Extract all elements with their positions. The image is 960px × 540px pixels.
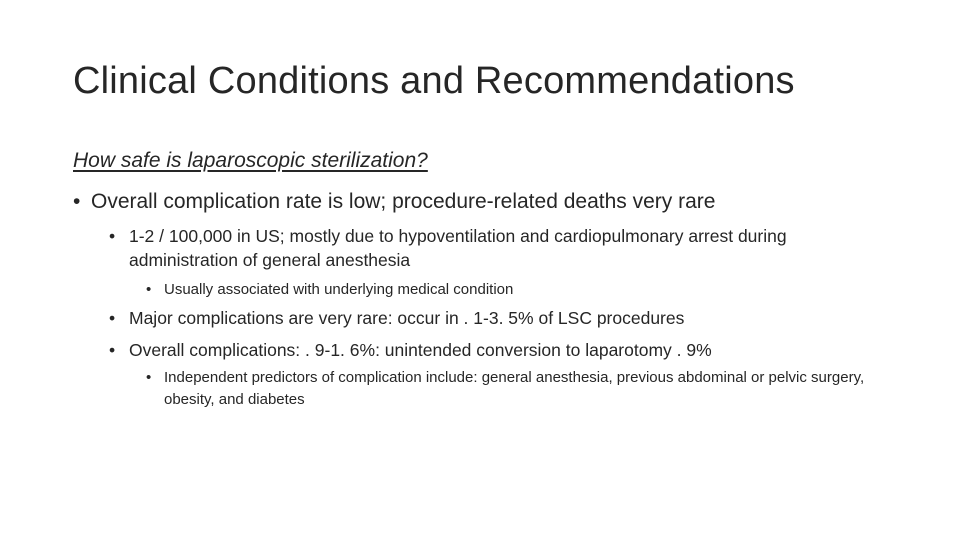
bullet-text: 1-2 / 100,000 in US; mostly due to hypoventilation and cardiopulmonary arrest during administration of general anesthesia bbox=[129, 226, 787, 270]
bullet-overall-complications bbox=[109, 338, 869, 362]
bullet-dot: • bbox=[109, 308, 116, 328]
bullet-text: Usually associated with underlying medical condition bbox=[164, 281, 514, 298]
bullet-text: Independent predictors of complication include: general anesthesia, previous abdominal or pelvic surgery, obesity, and diabetes bbox=[164, 369, 865, 408]
bullet-text: Overall complication rate is low; procedure-related deaths very rare bbox=[91, 190, 716, 213]
bullet-dot: • bbox=[109, 340, 116, 360]
bullet-medical-condition bbox=[146, 279, 866, 301]
slide-title: Clinical Conditions and Recommendations bbox=[73, 60, 795, 102]
bullet-text: Major complications are very rare: occur in . 1-3. 5% of LSC procedures bbox=[129, 308, 685, 328]
bullet-overall-rate bbox=[73, 188, 893, 216]
bullet-dot: • bbox=[146, 281, 152, 298]
bullet-major-complications bbox=[109, 306, 869, 330]
bullet-dot: • bbox=[146, 369, 152, 386]
bullet-predictors bbox=[146, 367, 886, 411]
bullet-text: Overall complications: . 9-1. 6%: unintended conversion to laparotomy . 9% bbox=[129, 340, 712, 360]
bullet-dot: • bbox=[73, 190, 81, 213]
bullet-deaths bbox=[109, 224, 869, 272]
bullet-dot: • bbox=[109, 226, 116, 246]
slide-subtitle: How safe is laparoscopic sterilization? bbox=[73, 149, 428, 172]
